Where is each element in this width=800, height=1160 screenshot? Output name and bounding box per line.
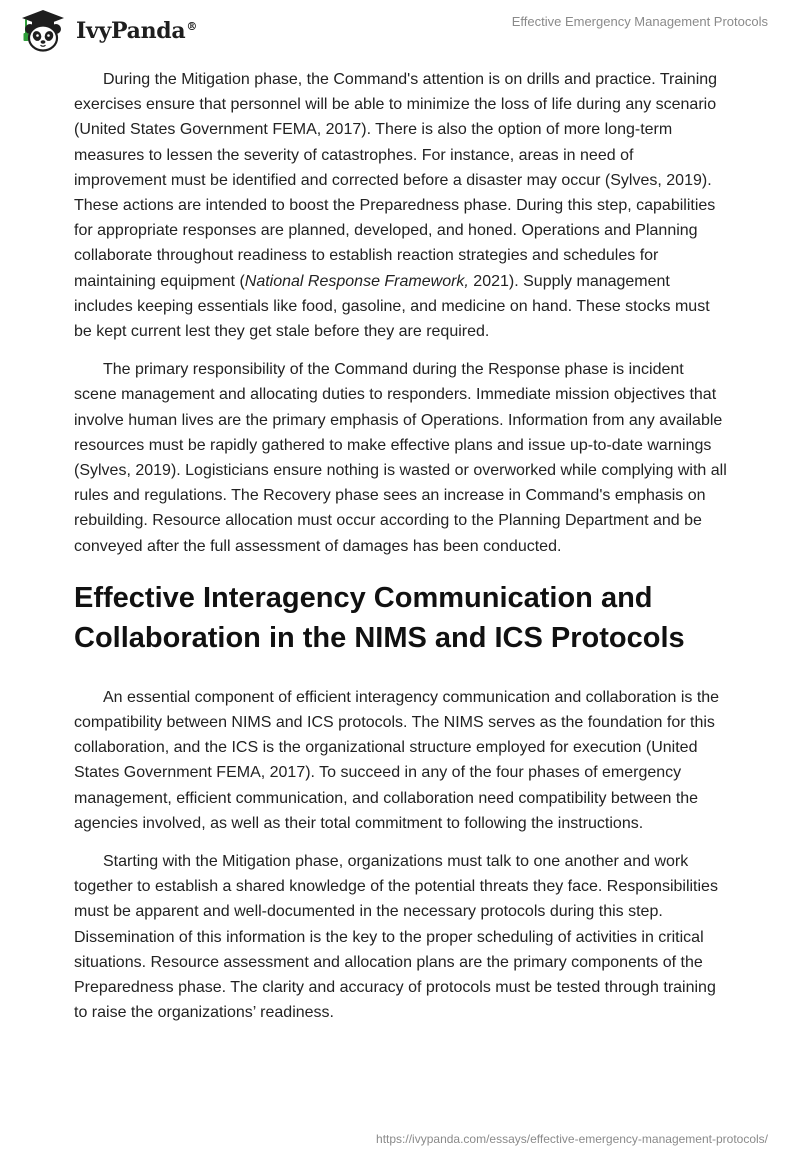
document-title: Effective Emergency Management Protocols <box>511 14 768 29</box>
panda-graduation-icon <box>14 8 72 54</box>
page-header <box>0 0 800 60</box>
paragraph-response-recovery: The primary responsibility of the Command during the Response phase is incident scene management and allocating duties to responders. Immediate mission objectives that involve human lives are the primary emphasis of Operations. Information from any available resources must be rapidly gathered to make effective plans and issue up-to-date warnings (Sylves, 2019). Logisticians ensure nothing is wasted or overworked while complying with all rules and regulations. The Recovery phase sees an increase in Command's emphasis on rebuilding. Resource allocation must occur according to the Planning Department and be conveyed after the full assessment of damages has been conducted. <box>74 361 727 555</box>
ivypanda-logo[interactable] <box>14 8 197 54</box>
paragraph-nims-ics: An essential component of efficient interagency communication and collaboration is the compatibility between NIMS and ICS protocols. The NIMS serves as the foundation for this collaboration, and the ICS is the organizational structure employed for execution (United States Government FEMA, 2017). To succeed in any of the four phases of emergency management, efficient communication, and collaboration need compatibility between the agencies involved, as well as their total commitment to following the instructions. <box>74 688 720 832</box>
citation-italic: National Response Framework, <box>244 272 469 290</box>
essay-body <box>74 67 730 1039</box>
registered-mark: ® <box>186 19 198 33</box>
section-heading: Effective Interagency Communication and Collaboration in the NIMS and ICS Protocols <box>74 581 685 654</box>
paragraph-mitigation-preparedness: During the Mitigation phase, the Command's attention is on drills and practice. Training exercises ensure that personnel will be able to minimize the loss of life during any scenario (United States Government FEMA, 2017). There is also the option of more long-term measures to lessen the severity of catastrophes. For instance, areas in need of improvement must be identified and corrected before a disaster may occur (Sylves, 2019). These actions are intended to boost the Preparedness phase. During this step, capabilities for appropriate responses are planned, developed, and honed. Operations and Planning collaborate throughout readiness to establish reaction strategies and schedules for maintaining equipment (National Response Framework, 2021). Supply management includes keeping essentials like food, gasoline, and medicine on hand. These stocks must be kept current lest they get stale before they are required. <box>74 71 718 341</box>
source-url[interactable]: https://ivypanda.com/essays/effective-emergency-management-protocols/ <box>376 1132 768 1146</box>
paragraph-mitigation-phase: Starting with the Mitigation phase, organizations must talk to one another and work together to establish a shared knowledge of the potential threats they face. Responsibilities must be apparent and well-documented in the necessary protocols during this step. Dissemination of this information is the key to the proper scheduling of activities in critical situations. Resource assessment and allocation plans are the primary components of the Preparedness phase. The clarity and accuracy of protocols must be tested through training to raise the organizations’ readiness. <box>74 853 718 1022</box>
brand-name: IvyPanda® <box>76 18 198 44</box>
